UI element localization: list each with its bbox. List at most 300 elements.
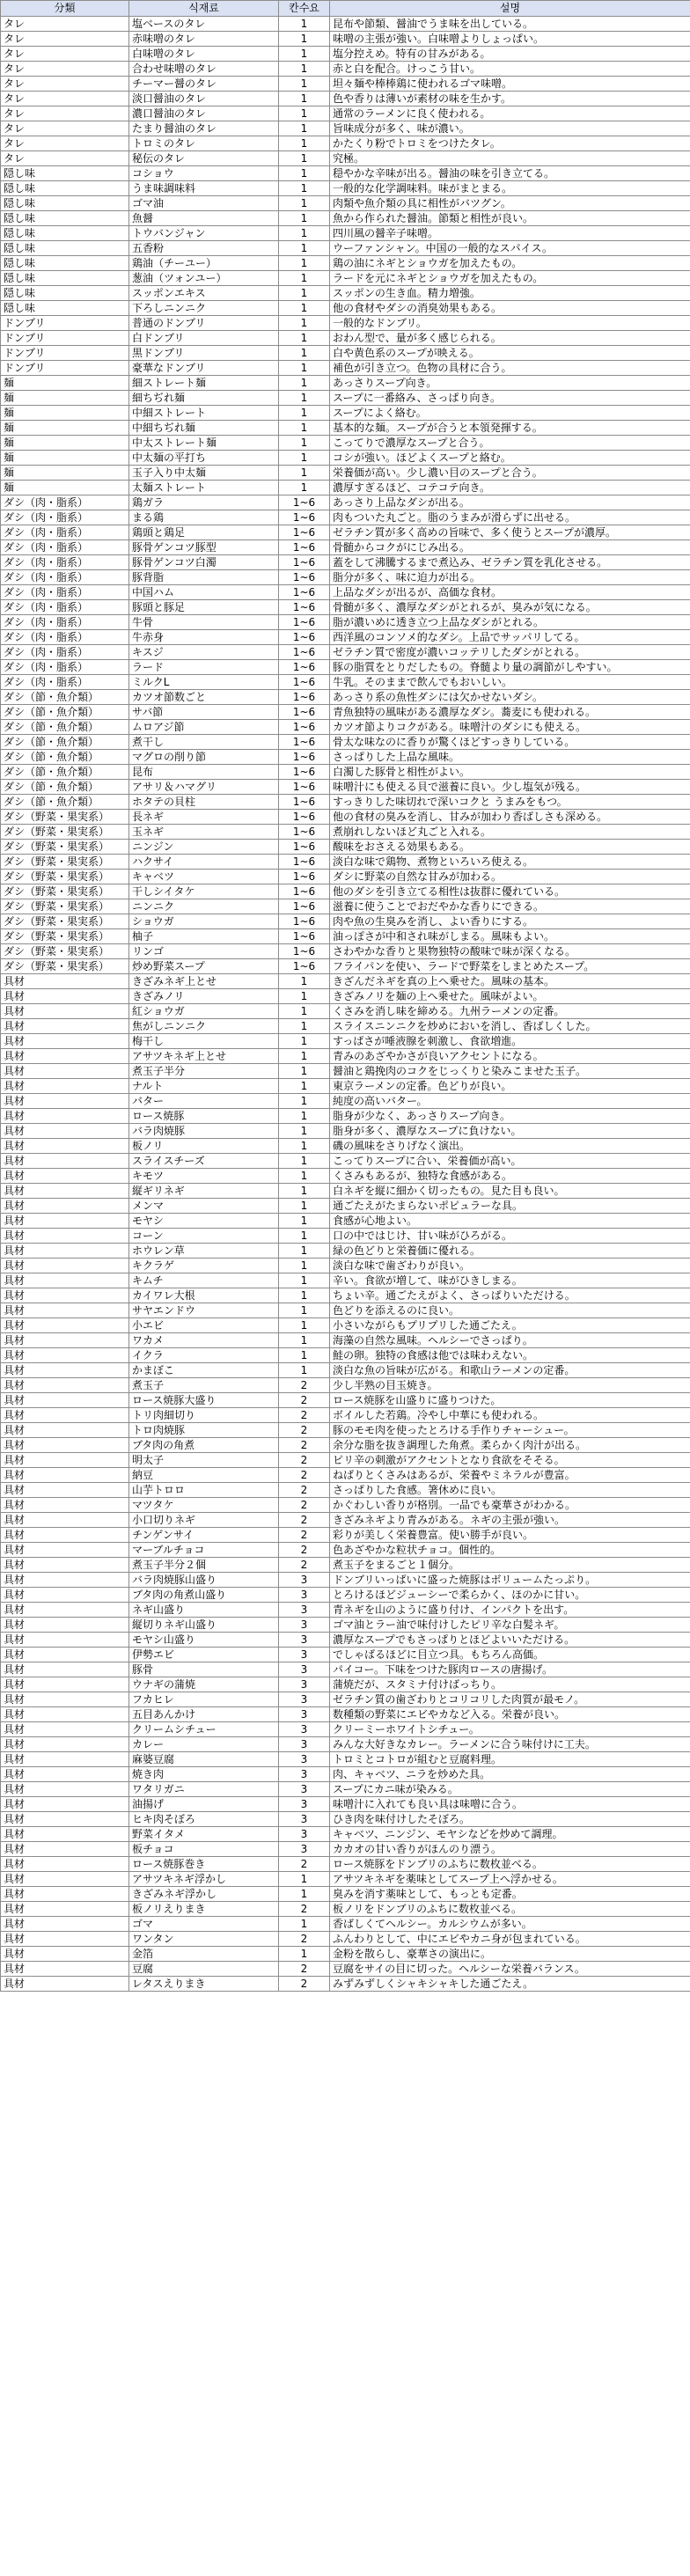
cell-description[interactable]: ウーファンシャン。中国の一般的なスパイス。 [330, 241, 690, 256]
cell-ingredient[interactable]: アサツキネギ浮かし [129, 1872, 279, 1887]
cell-slot-count[interactable]: 1 [279, 1288, 330, 1303]
cell-category[interactable]: ダシ（野菜・果実系） [1, 884, 129, 899]
cell-category[interactable]: タレ [1, 136, 129, 151]
cell-category[interactable]: ダシ（野菜・果実系） [1, 944, 129, 959]
cell-slot-count[interactable]: 2 [279, 1378, 330, 1393]
cell-category[interactable]: 具材 [1, 1303, 129, 1318]
cell-category[interactable]: 隠し味 [1, 286, 129, 301]
cell-ingredient[interactable]: 五目あんかけ [129, 1707, 279, 1722]
cell-category[interactable]: 具材 [1, 989, 129, 1004]
cell-ingredient[interactable]: 玉ネギ [129, 825, 279, 840]
cell-category[interactable]: ダシ（肉・脂系） [1, 525, 129, 540]
cell-slot-count[interactable]: 1 [279, 376, 330, 391]
cell-description[interactable]: 骨髄が多く、濃厚なダシがとれるが、臭みが気になる。 [330, 600, 690, 615]
cell-ingredient[interactable]: ワタリガニ [129, 1782, 279, 1797]
cell-slot-count[interactable]: 1 [279, 181, 330, 196]
cell-description[interactable]: 塩分控えめ。特有の甘みがある。 [330, 47, 690, 62]
cell-description[interactable]: ゼラチン質が多く高めの旨味で、多く使うとスープが濃厚。 [330, 525, 690, 540]
cell-ingredient[interactable]: 小口切りネギ [129, 1513, 279, 1528]
cell-description[interactable]: ゼラチン質の歯ざわりとコリコリした肉質が最モノ。 [330, 1692, 690, 1707]
cell-slot-count[interactable]: 3 [279, 1588, 330, 1603]
cell-ingredient[interactable]: ラード [129, 660, 279, 675]
cell-category[interactable]: 具材 [1, 1199, 129, 1214]
cell-category[interactable]: ダシ（野菜・果実系） [1, 810, 129, 825]
cell-description[interactable]: 他の食材やダシの消臭効果もある。 [330, 301, 690, 316]
cell-slot-count[interactable]: 3 [279, 1752, 330, 1767]
cell-category[interactable]: ダシ（肉・脂系） [1, 555, 129, 570]
cell-category[interactable]: 具材 [1, 1573, 129, 1588]
cell-category[interactable]: 具材 [1, 1827, 129, 1842]
cell-category[interactable]: 具材 [1, 1229, 129, 1244]
cell-ingredient[interactable]: 下ろしニンニク [129, 301, 279, 316]
cell-category[interactable]: 具材 [1, 1094, 129, 1109]
cell-ingredient[interactable]: 赤味噌のタレ [129, 32, 279, 47]
cell-description[interactable]: ドンブリいっぱいに盛った焼豚はボリュームたっぷり。 [330, 1573, 690, 1588]
cell-category[interactable]: 具材 [1, 1019, 129, 1034]
cell-description[interactable]: 旨味成分が多く、味が濃い。 [330, 121, 690, 136]
cell-category[interactable]: 麺 [1, 421, 129, 436]
cell-description[interactable]: 豚のモモ肉を使ったとろける手作りチャーシュー。 [330, 1423, 690, 1438]
cell-category[interactable]: ダシ（節・魚介類） [1, 765, 129, 780]
cell-slot-count[interactable]: 1 [279, 346, 330, 361]
cell-ingredient[interactable]: ハクサイ [129, 855, 279, 870]
cell-ingredient[interactable]: 豚骨ゲンコツ白濁 [129, 555, 279, 570]
cell-ingredient[interactable]: キモツ [129, 1169, 279, 1184]
cell-ingredient[interactable]: 合わせ味噌のタレ [129, 62, 279, 77]
cell-slot-count[interactable]: 2 [279, 1408, 330, 1423]
cell-description[interactable]: ラードを元にネギとショウガを加えたもの。 [330, 271, 690, 286]
cell-category[interactable]: タレ [1, 62, 129, 77]
cell-category[interactable]: 具材 [1, 1333, 129, 1348]
cell-description[interactable]: 小さいながらもプリプリした通ごたえ。 [330, 1318, 690, 1333]
cell-slot-count[interactable]: 2 [279, 1962, 330, 1977]
cell-slot-count[interactable]: 1~6 [279, 525, 330, 540]
cell-slot-count[interactable]: 1 [279, 211, 330, 226]
cell-category[interactable]: タレ [1, 77, 129, 92]
cell-description[interactable]: さわやかな香りと果物独特の酸味で味が深くなる。 [330, 944, 690, 959]
cell-ingredient[interactable]: 金箔 [129, 1947, 279, 1962]
cell-description[interactable]: あっさりスープ向き。 [330, 376, 690, 391]
cell-category[interactable]: ダシ（野菜・果実系） [1, 914, 129, 929]
cell-slot-count[interactable]: 1~6 [279, 510, 330, 525]
cell-slot-count[interactable]: 3 [279, 1782, 330, 1797]
cell-slot-count[interactable]: 1 [279, 1214, 330, 1229]
cell-ingredient[interactable]: アサツキネギ上とせ [129, 1049, 279, 1064]
cell-ingredient[interactable]: 伊勢エビ [129, 1648, 279, 1662]
cell-category[interactable]: 隠し味 [1, 301, 129, 316]
cell-slot-count[interactable]: 1 [279, 331, 330, 346]
cell-ingredient[interactable]: マーブルチョコ [129, 1543, 279, 1558]
cell-category[interactable]: 具材 [1, 1034, 129, 1049]
cell-ingredient[interactable]: チンゲンサイ [129, 1528, 279, 1543]
cell-category[interactable]: 麺 [1, 376, 129, 391]
cell-description[interactable]: 基本的な麺。スープが合うと本領発揮する。 [330, 421, 690, 436]
cell-ingredient[interactable]: トロ肉焼豚 [129, 1423, 279, 1438]
cell-description[interactable]: 色あざやかな粒状チョコ。個性的。 [330, 1543, 690, 1558]
cell-description[interactable]: 一般的なドンブリ。 [330, 316, 690, 331]
cell-description[interactable]: 板ノリをドンブリのふちに数枚並べる。 [330, 1902, 690, 1917]
cell-slot-count[interactable]: 1~6 [279, 750, 330, 765]
cell-ingredient[interactable]: モヤシ山盛り [129, 1633, 279, 1648]
cell-ingredient[interactable]: 干しシイタケ [129, 884, 279, 899]
cell-category[interactable]: ダシ（肉・脂系） [1, 660, 129, 675]
cell-slot-count[interactable]: 1 [279, 151, 330, 166]
cell-ingredient[interactable]: 太麺ストレート [129, 481, 279, 495]
cell-ingredient[interactable]: 白味噌のタレ [129, 47, 279, 62]
cell-slot-count[interactable]: 1 [279, 92, 330, 106]
cell-ingredient[interactable]: ニンニク [129, 899, 279, 914]
cell-slot-count[interactable]: 1 [279, 1079, 330, 1094]
cell-slot-count[interactable]: 2 [279, 1468, 330, 1483]
cell-slot-count[interactable]: 2 [279, 1453, 330, 1468]
cell-category[interactable]: 具材 [1, 1378, 129, 1393]
cell-ingredient[interactable]: ホウレン草 [129, 1244, 279, 1259]
cell-slot-count[interactable]: 1 [279, 391, 330, 406]
cell-category[interactable]: 具材 [1, 1662, 129, 1677]
cell-ingredient[interactable]: 普通のドンブリ [129, 316, 279, 331]
cell-slot-count[interactable]: 1 [279, 301, 330, 316]
cell-ingredient[interactable]: トロミのタレ [129, 136, 279, 151]
cell-description[interactable]: 滋養に使うことでおだやかな香りにできる。 [330, 899, 690, 914]
cell-slot-count[interactable]: 1 [279, 1094, 330, 1109]
cell-ingredient[interactable]: ロース焼豚巻き [129, 1857, 279, 1872]
cell-slot-count[interactable]: 1 [279, 974, 330, 989]
cell-slot-count[interactable]: 3 [279, 1677, 330, 1692]
cell-category[interactable]: 具材 [1, 1049, 129, 1064]
cell-category[interactable]: 具材 [1, 1707, 129, 1722]
cell-slot-count[interactable]: 1 [279, 47, 330, 62]
cell-slot-count[interactable]: 1~6 [279, 899, 330, 914]
cell-slot-count[interactable]: 1 [279, 1034, 330, 1049]
cell-ingredient[interactable]: アサリ＆ハマグリ [129, 780, 279, 795]
cell-category[interactable]: 具材 [1, 1273, 129, 1288]
cell-description[interactable]: ちょい辛。通ごたえがよく、さっぱりいただける。 [330, 1288, 690, 1303]
cell-slot-count[interactable]: 1~6 [279, 495, 330, 510]
cell-slot-count[interactable]: 1~6 [279, 630, 330, 645]
cell-slot-count[interactable]: 3 [279, 1692, 330, 1707]
cell-ingredient[interactable]: レタスえりまき [129, 1977, 279, 1992]
cell-category[interactable]: タレ [1, 121, 129, 136]
cell-ingredient[interactable]: トウバンジャン [129, 226, 279, 241]
cell-slot-count[interactable]: 1~6 [279, 914, 330, 929]
cell-ingredient[interactable]: カレー [129, 1737, 279, 1752]
cell-description[interactable]: 白濁した豚骨と相性がよい。 [330, 765, 690, 780]
cell-ingredient[interactable]: ムロアジ節 [129, 720, 279, 735]
cell-description[interactable]: ふんわりとして、中にエビやカニ身が包まれている。 [330, 1932, 690, 1947]
cell-category[interactable]: 具材 [1, 1453, 129, 1468]
cell-description[interactable]: 東京ラーメンの定番。色どりが良い。 [330, 1079, 690, 1094]
cell-category[interactable]: 具材 [1, 1857, 129, 1872]
cell-description[interactable]: 穏やかな辛味が出る。醤油の味を引き立てる。 [330, 166, 690, 181]
cell-ingredient[interactable]: キスジ [129, 645, 279, 660]
cell-description[interactable]: かたくり粉でトロミをつけたタレ。 [330, 136, 690, 151]
cell-ingredient[interactable]: 煮玉子 [129, 1378, 279, 1393]
cell-description[interactable]: ダシに野菜の自然な甘みが加わる。 [330, 870, 690, 884]
header-slot-count[interactable]: 칸수요 [279, 1, 330, 17]
cell-ingredient[interactable]: ブタ肉の角煮山盛り [129, 1588, 279, 1603]
cell-category[interactable]: ダシ（肉・脂系） [1, 540, 129, 555]
header-ingredient[interactable]: 식재료 [129, 1, 279, 17]
cell-slot-count[interactable]: 1 [279, 286, 330, 301]
cell-ingredient[interactable]: 豆腐 [129, 1962, 279, 1977]
cell-slot-count[interactable]: 1~6 [279, 870, 330, 884]
cell-slot-count[interactable]: 1~6 [279, 825, 330, 840]
cell-category[interactable]: 具材 [1, 1603, 129, 1618]
cell-slot-count[interactable]: 1 [279, 1947, 330, 1962]
cell-ingredient[interactable]: チーマー醤のタレ [129, 77, 279, 92]
cell-slot-count[interactable]: 1~6 [279, 540, 330, 555]
cell-description[interactable]: 牛乳。そのままで飲んでもおいしい。 [330, 675, 690, 690]
cell-slot-count[interactable]: 1 [279, 316, 330, 331]
cell-slot-count[interactable]: 2 [279, 1543, 330, 1558]
cell-category[interactable]: 隠し味 [1, 166, 129, 181]
cell-ingredient[interactable]: 細ストレート麺 [129, 376, 279, 391]
cell-ingredient[interactable]: スライスチーズ [129, 1154, 279, 1169]
cell-category[interactable]: 具材 [1, 1004, 129, 1019]
cell-description[interactable]: 肉や魚の生臭みを消し、よい香りにする。 [330, 914, 690, 929]
cell-description[interactable]: 食感が心地よい。 [330, 1214, 690, 1229]
cell-description[interactable]: 辛い。食欲が増して、味がひきしまる。 [330, 1273, 690, 1288]
cell-category[interactable]: ダシ（野菜・果実系） [1, 840, 129, 855]
cell-category[interactable]: 具材 [1, 1318, 129, 1333]
cell-description[interactable]: 通ごたえがたまらないポピュラーな具。 [330, 1199, 690, 1214]
cell-category[interactable]: 麺 [1, 436, 129, 451]
cell-category[interactable]: タレ [1, 17, 129, 32]
cell-category[interactable]: 具材 [1, 1423, 129, 1438]
cell-category[interactable]: 隠し味 [1, 196, 129, 211]
cell-description[interactable]: すっぱさが唾液腺を刺激し、食欲増進。 [330, 1034, 690, 1049]
cell-slot-count[interactable]: 2 [279, 1423, 330, 1438]
cell-slot-count[interactable]: 3 [279, 1767, 330, 1782]
cell-description[interactable]: 余分な脂を抜き調理した角煮。柔らかく肉汁が出る。 [330, 1438, 690, 1453]
cell-ingredient[interactable]: 縦切りネギ山盛り [129, 1618, 279, 1633]
cell-description[interactable]: 他のダシを引き立てる相性は抜群に優れている。 [330, 884, 690, 899]
cell-slot-count[interactable]: 1 [279, 1273, 330, 1288]
cell-description[interactable]: みずみずしくシャキシャキした通ごたえ。 [330, 1977, 690, 1992]
cell-description[interactable]: ねばりとくさみはあるが、栄養やミネラルが豊富。 [330, 1468, 690, 1483]
cell-category[interactable]: ダシ（肉・脂系） [1, 495, 129, 510]
cell-ingredient[interactable]: サバ節 [129, 705, 279, 720]
cell-ingredient[interactable]: 麻婆豆腐 [129, 1752, 279, 1767]
cell-slot-count[interactable]: 1~6 [279, 570, 330, 585]
cell-category[interactable]: ダシ（肉・脂系） [1, 630, 129, 645]
cell-category[interactable]: 具材 [1, 1842, 129, 1857]
cell-ingredient[interactable]: きざみノリ [129, 989, 279, 1004]
cell-ingredient[interactable]: 焦がしニンニク [129, 1019, 279, 1034]
cell-ingredient[interactable]: まる鶏 [129, 510, 279, 525]
cell-category[interactable]: ダシ（肉・脂系） [1, 645, 129, 660]
cell-slot-count[interactable]: 1 [279, 1303, 330, 1318]
cell-slot-count[interactable]: 2 [279, 1513, 330, 1528]
cell-slot-count[interactable]: 2 [279, 1857, 330, 1872]
cell-slot-count[interactable]: 3 [279, 1662, 330, 1677]
cell-category[interactable]: 具材 [1, 1588, 129, 1603]
cell-category[interactable]: ダシ（節・魚介類） [1, 720, 129, 735]
cell-description[interactable]: とろけるほどジューシーで柔らかく、ほのかに甘い。 [330, 1588, 690, 1603]
cell-slot-count[interactable]: 1 [279, 1139, 330, 1154]
cell-description[interactable]: ゼラチン質で密度が濃いコッテリしたダシがとれる。 [330, 645, 690, 660]
cell-slot-count[interactable]: 1 [279, 17, 330, 32]
cell-description[interactable]: スープに一番絡み、さっぱり向き。 [330, 391, 690, 406]
cell-ingredient[interactable]: 焼き肉 [129, 1767, 279, 1782]
cell-description[interactable]: 臭みを消す薬味として、もっとも定番。 [330, 1887, 690, 1902]
cell-category[interactable]: 具材 [1, 1348, 129, 1363]
cell-slot-count[interactable]: 1 [279, 1184, 330, 1199]
cell-category[interactable]: ダシ（節・魚介類） [1, 750, 129, 765]
cell-ingredient[interactable]: トリ肉細切り [129, 1408, 279, 1423]
cell-ingredient[interactable]: 鶏頭と鶏足 [129, 525, 279, 540]
cell-slot-count[interactable]: 1~6 [279, 944, 330, 959]
cell-slot-count[interactable]: 1~6 [279, 795, 330, 810]
cell-ingredient[interactable]: バラ肉焼豚 [129, 1124, 279, 1139]
cell-category[interactable]: 隠し味 [1, 241, 129, 256]
cell-ingredient[interactable]: 梅干し [129, 1034, 279, 1049]
cell-description[interactable]: 脂身が少なく、あっさりスープ向き。 [330, 1109, 690, 1124]
cell-slot-count[interactable]: 1 [279, 1318, 330, 1333]
cell-description[interactable]: 蒲焼だが、スタミナ付けばっちり。 [330, 1677, 690, 1692]
cell-description[interactable]: 栄養価が高い。少し濃い目のスープと合う。 [330, 466, 690, 481]
cell-ingredient[interactable]: 野菜イタメ [129, 1827, 279, 1842]
cell-slot-count[interactable]: 1 [279, 1363, 330, 1378]
cell-slot-count[interactable]: 1~6 [279, 660, 330, 675]
cell-description[interactable]: 坦々麺や棒棒鶏に使われるゴマ味噌。 [330, 77, 690, 92]
cell-ingredient[interactable]: ホタテの貝柱 [129, 795, 279, 810]
cell-ingredient[interactable]: 白ドンブリ [129, 331, 279, 346]
cell-ingredient[interactable]: 牛赤身 [129, 630, 279, 645]
cell-slot-count[interactable]: 1~6 [279, 855, 330, 870]
cell-slot-count[interactable]: 1 [279, 361, 330, 376]
cell-description[interactable]: 上品なダシが出るが、高価な食材。 [330, 585, 690, 600]
cell-ingredient[interactable]: 豚骨ゲンコツ豚型 [129, 540, 279, 555]
cell-slot-count[interactable]: 1 [279, 1199, 330, 1214]
cell-ingredient[interactable]: スッポンエキス [129, 286, 279, 301]
cell-description[interactable]: スープにカニ味が染みる。 [330, 1782, 690, 1797]
cell-slot-count[interactable]: 3 [279, 1797, 330, 1812]
cell-description[interactable]: きざんだネギを真の上へ乗せた。風味の基本。 [330, 974, 690, 989]
cell-ingredient[interactable]: ロース焼豚 [129, 1109, 279, 1124]
cell-description[interactable]: コシが強い。ほどよくスープと絡む。 [330, 451, 690, 466]
cell-description[interactable]: カカオの甘い香りがほんのり漂う。 [330, 1842, 690, 1857]
cell-category[interactable]: 麺 [1, 391, 129, 406]
cell-ingredient[interactable]: ロース焼豚大盛り [129, 1393, 279, 1408]
cell-category[interactable]: 具材 [1, 1438, 129, 1453]
cell-ingredient[interactable]: 板ノリえりまき [129, 1902, 279, 1917]
cell-ingredient[interactable]: キャベツ [129, 870, 279, 884]
cell-category[interactable]: ダシ（節・魚介類） [1, 780, 129, 795]
cell-description[interactable]: 濃厚なスープでもさっぱりとほどよいいただける。 [330, 1633, 690, 1648]
cell-ingredient[interactable]: ワカメ [129, 1333, 279, 1348]
cell-ingredient[interactable]: ショウガ [129, 914, 279, 929]
cell-ingredient[interactable]: 葱油（ツォンユー） [129, 271, 279, 286]
cell-ingredient[interactable]: 豚背脂 [129, 570, 279, 585]
header-description[interactable]: 설명 [330, 1, 690, 17]
cell-category[interactable]: ダシ（肉・脂系） [1, 615, 129, 630]
cell-category[interactable]: ダシ（肉・脂系） [1, 570, 129, 585]
cell-description[interactable]: 豆腐をサイの目に切った。ヘルシーな栄養バランス。 [330, 1962, 690, 1977]
cell-ingredient[interactable]: コーン [129, 1229, 279, 1244]
cell-category[interactable]: 具材 [1, 1184, 129, 1199]
cell-category[interactable]: 具材 [1, 1154, 129, 1169]
cell-description[interactable]: ロース焼豚を山盛りに盛りつけた。 [330, 1393, 690, 1408]
cell-description[interactable]: 脂分が多く、味に迫力が出る。 [330, 570, 690, 585]
cell-ingredient[interactable]: 油揚げ [129, 1797, 279, 1812]
cell-description[interactable]: スッポンの生き血。精力増強。 [330, 286, 690, 301]
cell-slot-count[interactable]: 1 [279, 121, 330, 136]
cell-slot-count[interactable]: 1 [279, 32, 330, 47]
cell-category[interactable]: タレ [1, 92, 129, 106]
cell-description[interactable]: 蓋をして沸騰するまで煮込み、ゼラチン質を乳化させる。 [330, 555, 690, 570]
cell-category[interactable]: 具材 [1, 1737, 129, 1752]
cell-category[interactable]: 具材 [1, 1079, 129, 1094]
cell-slot-count[interactable]: 3 [279, 1842, 330, 1857]
cell-description[interactable]: 淡白な味で歯ざわりが良い。 [330, 1259, 690, 1273]
cell-category[interactable]: 具材 [1, 1767, 129, 1782]
cell-description[interactable]: あっさり上品なダシが出る。 [330, 495, 690, 510]
cell-category[interactable]: 隠し味 [1, 256, 129, 271]
cell-description[interactable]: 骨髄からコクがにじみ出る。 [330, 540, 690, 555]
cell-ingredient[interactable]: ミルクL [129, 675, 279, 690]
cell-slot-count[interactable]: 1 [279, 1019, 330, 1034]
cell-slot-count[interactable]: 2 [279, 1977, 330, 1992]
cell-category[interactable]: ドンブリ [1, 346, 129, 361]
cell-category[interactable]: 具材 [1, 1483, 129, 1498]
cell-category[interactable]: 具材 [1, 1259, 129, 1273]
cell-description[interactable]: 骨太な味なのに香りが驚くほどすっきりしている。 [330, 735, 690, 750]
cell-slot-count[interactable]: 3 [279, 1603, 330, 1618]
cell-description[interactable]: 青ネギを山のように盛り付け、インパクトを出す。 [330, 1603, 690, 1618]
cell-ingredient[interactable]: 豪華なドンブリ [129, 361, 279, 376]
cell-slot-count[interactable]: 1 [279, 406, 330, 421]
cell-category[interactable]: 具材 [1, 1393, 129, 1408]
cell-ingredient[interactable]: クリームシチュー [129, 1722, 279, 1737]
cell-slot-count[interactable]: 3 [279, 1722, 330, 1737]
cell-category[interactable]: 隠し味 [1, 271, 129, 286]
cell-description[interactable]: 白や黄色系のスープが映える。 [330, 346, 690, 361]
cell-description[interactable]: 補色が引き立つ。色物の具材に合う。 [330, 361, 690, 376]
cell-category[interactable]: 隠し味 [1, 181, 129, 196]
cell-category[interactable]: タレ [1, 47, 129, 62]
cell-category[interactable]: ドンブリ [1, 331, 129, 346]
cell-slot-count[interactable]: 2 [279, 1932, 330, 1947]
cell-description[interactable]: 通常のラーメンに良く使われる。 [330, 106, 690, 121]
cell-slot-count[interactable]: 1 [279, 256, 330, 271]
cell-description[interactable]: 西洋風のコンソメ的なダシ。上品でサッパリしてる。 [330, 630, 690, 645]
cell-category[interactable]: 具材 [1, 1977, 129, 1992]
cell-slot-count[interactable]: 1 [279, 1049, 330, 1064]
cell-ingredient[interactable]: メンマ [129, 1199, 279, 1214]
cell-category[interactable]: 具材 [1, 1124, 129, 1139]
cell-slot-count[interactable]: 1 [279, 1004, 330, 1019]
cell-description[interactable]: 味噌の主張が強い。白味噌よりしょっぱい。 [330, 32, 690, 47]
cell-ingredient[interactable]: ヒキ肉そぼろ [129, 1812, 279, 1827]
cell-description[interactable]: 一般的な化学調味料。味がまとまる。 [330, 181, 690, 196]
cell-description[interactable]: 醤油と鶏挽肉のコクをじっくりと染みこませた玉子。 [330, 1064, 690, 1079]
cell-description[interactable]: 緑の色どりと栄養価に優れる。 [330, 1244, 690, 1259]
cell-slot-count[interactable]: 1~6 [279, 765, 330, 780]
cell-description[interactable]: きざみノリを麺の上へ乗せた。風味がよい。 [330, 989, 690, 1004]
cell-ingredient[interactable]: 秘伝のタレ [129, 151, 279, 166]
cell-ingredient[interactable]: ブタ肉の角煮 [129, 1438, 279, 1453]
cell-slot-count[interactable]: 1 [279, 1169, 330, 1184]
cell-slot-count[interactable]: 1 [279, 451, 330, 466]
cell-ingredient[interactable]: バラ肉焼豚山盛り [129, 1573, 279, 1588]
cell-category[interactable]: ダシ（節・魚介類） [1, 795, 129, 810]
cell-slot-count[interactable]: 2 [279, 1393, 330, 1408]
cell-slot-count[interactable]: 1~6 [279, 735, 330, 750]
cell-ingredient[interactable]: ゴマ [129, 1917, 279, 1932]
cell-ingredient[interactable]: 板チョコ [129, 1842, 279, 1857]
cell-category[interactable]: ダシ（節・魚介類） [1, 735, 129, 750]
